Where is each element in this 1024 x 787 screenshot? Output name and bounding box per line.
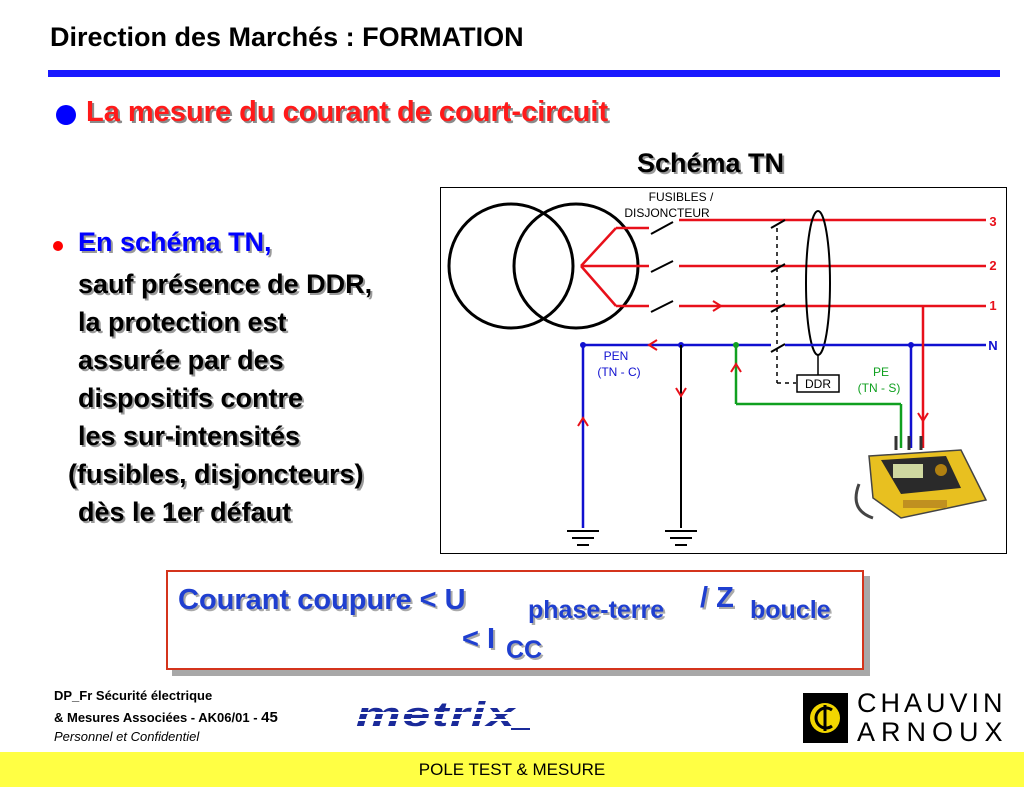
star-connection (581, 228, 626, 306)
footer-course: DP_Fr Sécurité électrique (54, 688, 213, 703)
neutral-label: N (988, 338, 998, 353)
fusibles-label: FUSIBLES / (648, 190, 714, 204)
phase-2-label: 2 (989, 258, 997, 273)
schema-title: Schéma TN (637, 148, 785, 178)
toroid-sensor (806, 211, 830, 355)
title-rule (48, 70, 1000, 77)
formula-part: / Z (700, 582, 734, 614)
footer-reference (54, 709, 278, 726)
phase-1-label: 1 (989, 298, 997, 313)
earth-ground-icon (567, 531, 697, 545)
bullet-icon (53, 241, 63, 251)
phase-3-label: 3 (989, 214, 997, 229)
bullet-icon (56, 105, 76, 125)
phase-lines (616, 220, 986, 306)
formula-subscript: CC (506, 636, 543, 664)
footer-reference-text: & Mesures Associées - AK06/01 - (54, 710, 262, 725)
formula-part: < I (462, 623, 496, 655)
page-number: 45 (261, 709, 278, 726)
formula-subscript: boucle (750, 596, 831, 624)
loop-tester-instrument-icon (856, 436, 986, 518)
footer-bar-text: POLE TEST & MESURE (418, 760, 606, 779)
slide-subtitle: La mesure du courant de court-circuit (86, 96, 609, 128)
pen-label: PEN (603, 349, 629, 363)
body-line: dès le 1er défaut (78, 497, 292, 527)
metrix-wordmark: metrix (356, 700, 518, 732)
chauvin-arnoux-emblem-icon (803, 693, 848, 743)
tn-heading: En schéma TN, (78, 227, 272, 257)
formula-part: Courant coupure < U (178, 584, 466, 616)
metrix-logo (356, 700, 531, 737)
body-line: les sur-intensités (78, 421, 301, 451)
page-title: Direction des Marchés : FORMATION (50, 22, 524, 52)
body-line: assurée par des (78, 345, 284, 375)
body-line: dispositifs contre (78, 383, 304, 413)
pe-type-label: (TN - S) (857, 381, 901, 395)
tn-schematic-diagram (440, 187, 1007, 554)
body-line: sauf présence de DDR, (78, 269, 373, 299)
footer-confidential: Personnel et Confidentiel (54, 729, 200, 744)
transformer-primary-coil (449, 204, 573, 328)
disjoncteur-label: DISJONCTEUR (624, 206, 710, 220)
breaker-contacts (771, 220, 785, 352)
body-line: la protection est (78, 307, 287, 337)
fuse-contacts (651, 222, 673, 312)
formula-box (166, 570, 864, 670)
ddr-label: DDR (805, 377, 831, 391)
formula-subscript: phase-terre (528, 596, 665, 624)
pe-label: PE (872, 365, 890, 379)
brand-name-line-2: ARNOUX (857, 717, 1009, 747)
body-line: (fusibles, disjoncteurs) (68, 459, 364, 489)
pen-type-label: (TN - C) (597, 365, 641, 379)
brand-name-line-1: CHAUVIN (857, 688, 1007, 718)
